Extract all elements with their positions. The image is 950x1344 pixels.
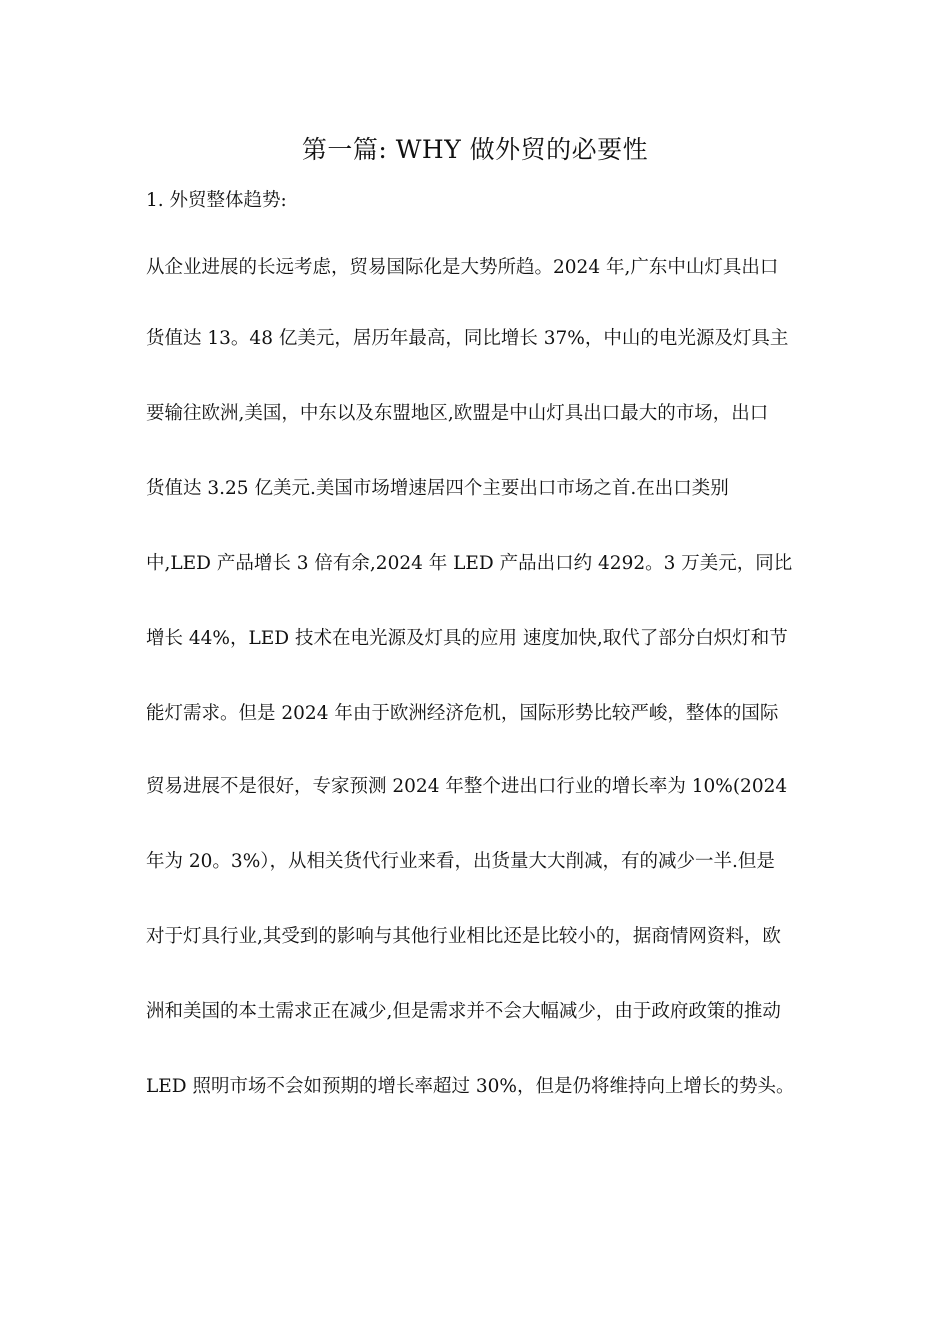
paragraph-line: 洲和美国的本土需求正在减少,但是需求并不会大幅减少，由于政府政策的推动	[146, 1001, 781, 1022]
paragraph-line: 能灯需求。但是 2024 年由于欧洲经济危机，国际形势比较严峻，整体的国际	[146, 703, 779, 724]
section-heading: 1. 外贸整体趋势:	[146, 190, 287, 211]
paragraph-line: 对于灯具行业,其受到的影响与其他行业相比还是比较小的，据商情网资料，欧	[146, 926, 781, 947]
paragraph-line: 中,LED 产品增长 3 倍有余,2024 年 LED 产品出口约 4292。3 万美元，同比	[146, 553, 793, 574]
paragraph-line: 从企业进展的长远考虑，贸易国际化是大势所趋。2024 年,广东中山灯具出口	[146, 257, 779, 278]
paragraph-line: 货值达 3.25 亿美元.美国市场增速居四个主要出口市场之首.在出口类别	[146, 478, 729, 499]
paragraph-line: LED 照明市场不会如预期的增长率超过 30%，但是仍将维持向上增长的势头。	[146, 1076, 795, 1097]
paragraph-line: 年为 20。3%），从相关货代行业来看，出货量大大削减，有的减少一半.但是	[146, 851, 775, 872]
page-title: 第一篇: WHY 做外贸的必要性	[301, 135, 649, 164]
paragraph-line: 要输往欧洲,美国，中东以及东盟地区,欧盟是中山灯具出口最大的市场，出口	[146, 403, 769, 424]
paragraph-line: 货值达 13。48 亿美元，居历年最高，同比增长 37%，中山的电光源及灯具主	[146, 328, 789, 349]
paragraph-line: 贸易进展不是很好，专家预测 2024 年整个进出口行业的增长率为 10%(2024	[146, 776, 788, 797]
paragraph-line: 增长 44%，LED 技术在电光源及灯具的应用 速度加快,取代了部分白炽灯和节	[146, 628, 788, 649]
